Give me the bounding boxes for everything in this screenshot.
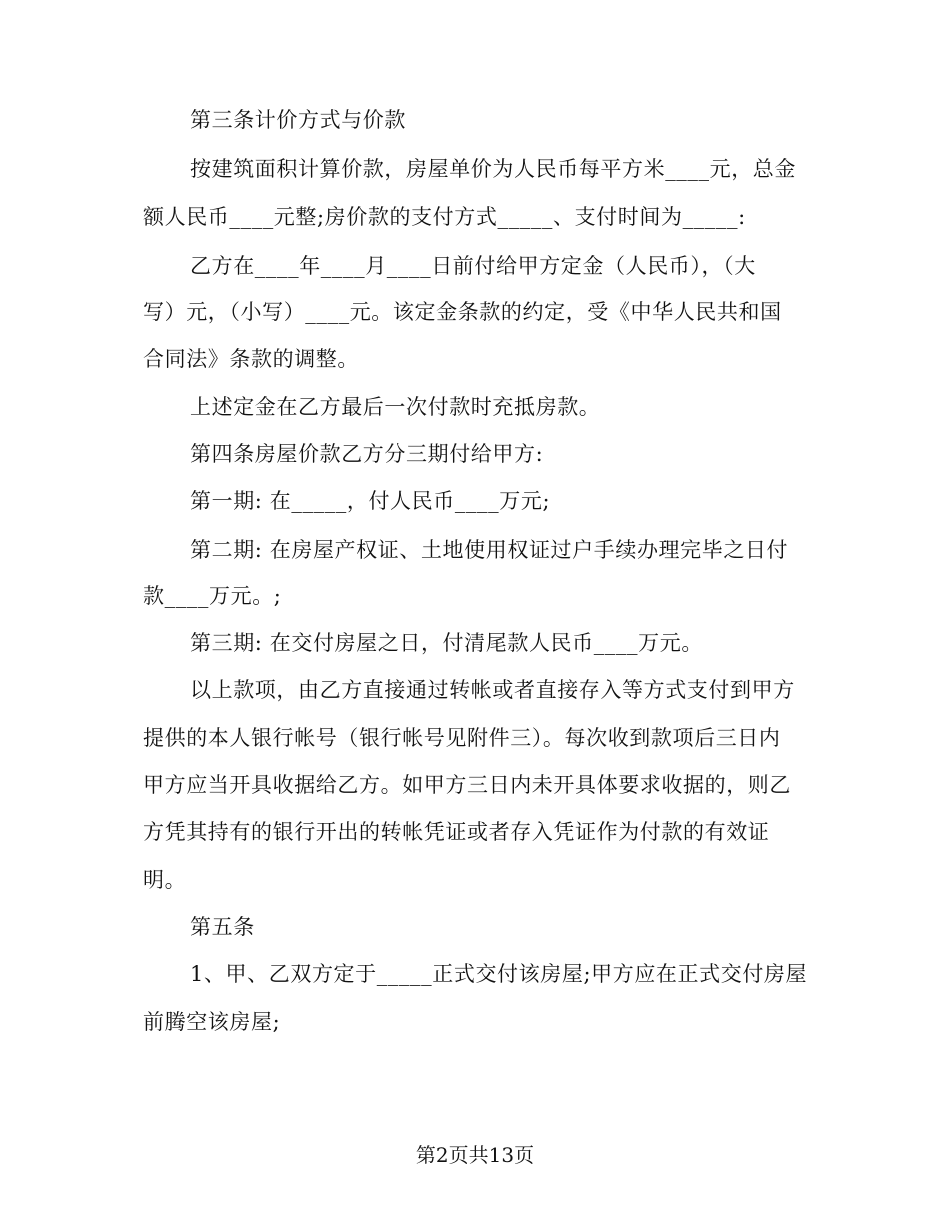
paragraph-line: 方凭其持有的银行开出的转帐凭证或者存入凭证作为付款的有效证	[143, 820, 770, 844]
paragraph-line: 按建筑面积计算价款，房屋单价为人民币每平方米____元，总金	[190, 157, 796, 181]
section-4-heading: 第四条房屋价款乙方分三期付给甲方:	[190, 442, 544, 466]
paragraph-line: 款____万元。;	[143, 584, 282, 608]
paragraph-line: 甲方应当开具收据给乙方。如甲方三日内未开具体要求收据的，则乙	[143, 773, 791, 797]
section-5-heading: 第五条	[190, 915, 255, 939]
paragraph-line: 合同法》条款的调整。	[143, 347, 359, 371]
page-number: 第2页共13页	[415, 1143, 535, 1167]
paragraph-line: 前腾空该房屋;	[143, 1010, 281, 1034]
paragraph-line: 提供的本人银行帐号（银行帐号见附件三）。每次收到款项后三日内	[143, 726, 781, 750]
paragraph-line: 乙方在____年____月____日前付给甲方定金（人民币），（大	[190, 254, 756, 278]
paragraph-line: 明。	[143, 868, 187, 892]
installment-1: 第一期: 在_____，付人民币____万元;	[190, 489, 551, 513]
paragraph-line: 以上款项，由乙方直接通过转帐或者直接存入等方式支付到甲方	[190, 678, 795, 702]
paragraph-line: 上述定金在乙方最后一次付款时充抵房款。	[190, 395, 601, 419]
paragraph-line: 写）元，（小写）____元。该定金条款的约定，受《中华人民共和国	[143, 300, 782, 324]
section-3-heading: 第三条计价方式与价款	[190, 108, 406, 132]
installment-3: 第三期: 在交付房屋之日，付清尾款人民币____万元。	[190, 631, 703, 655]
paragraph-line: 1、甲、乙双方定于_____正式交付该房屋;甲方应在正式交付房屋	[190, 962, 808, 986]
installment-2: 第二期: 在房屋产权证、土地使用权证过户手续办理完毕之日付	[190, 538, 789, 562]
paragraph-line: 额人民币____元整;房价款的支付方式_____、支付时间为_____:	[143, 205, 746, 229]
